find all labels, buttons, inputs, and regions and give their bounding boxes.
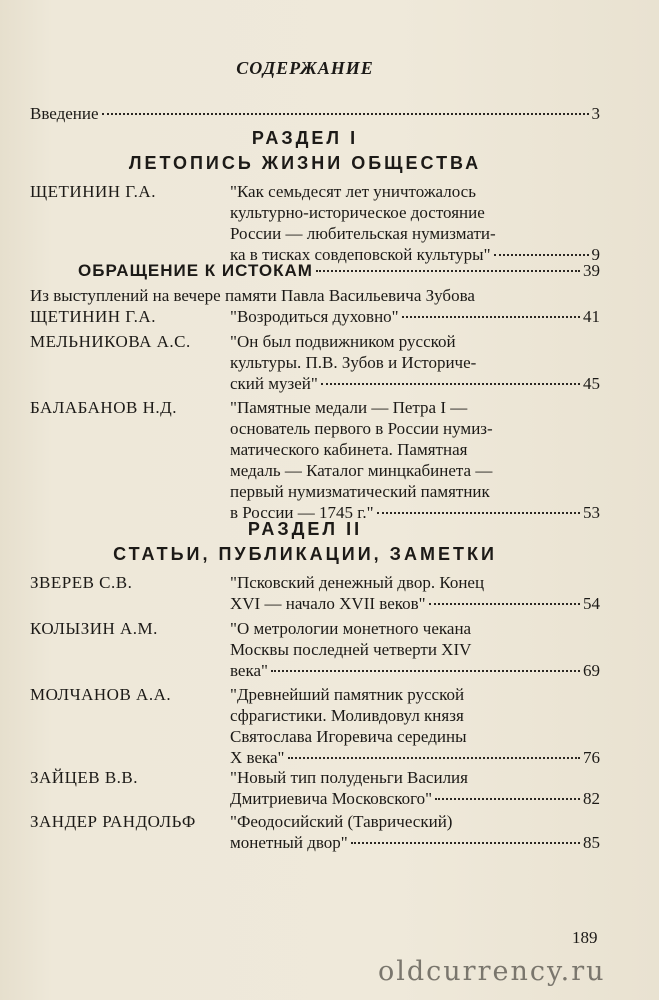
entry-title-line: сфрагистики. Моливдовул князя (230, 706, 464, 725)
toc-entry-intro (30, 103, 600, 124)
entry-author: БАЛАБАНОВ Н.Д. (30, 398, 177, 417)
toc-entry-1 (230, 181, 600, 265)
dot-leader (288, 757, 581, 759)
entry-page: 85 (583, 833, 600, 852)
dot-leader (321, 383, 580, 385)
entry-title-line: "Возродиться духовно" (230, 307, 399, 326)
toc-entry-7 (230, 684, 600, 768)
entry-author: МОЛЧАНОВ А.А. (30, 685, 172, 704)
entry-page: 53 (583, 503, 600, 522)
toc-entry-9 (230, 811, 600, 853)
toc-entry-appeal (78, 260, 600, 281)
speeches-subheading: Из выступлений на вечере памяти Павла Васильевича Зубова (30, 286, 475, 305)
entry-title-line: культурно-историческое достояние (230, 203, 485, 222)
entry-page: 9 (591, 245, 600, 264)
contents-heading: СОДЕРЖАНИЕ (236, 58, 374, 78)
entry-page: 54 (583, 594, 600, 613)
entry-author: ЗАНДЕР РАНДОЛЬФ (30, 812, 196, 831)
entry-title-line: медаль — Каталог минцкабинета — (230, 461, 493, 480)
entry-title-line: Святослава Игоревича середины (230, 727, 467, 746)
entry-author: ЩЕТИНИН Г.А. (30, 307, 156, 326)
dot-leader (351, 842, 580, 844)
entry-title-line: культуры. П.В. Зубов и Историче- (230, 353, 477, 372)
entry-title-line: X века" (230, 748, 285, 767)
entry-title-line: "О метрологии монетного чекана (230, 619, 472, 638)
dot-leader (377, 512, 580, 514)
section-1-label: РАЗДЕЛ I (251, 128, 359, 148)
entry-author: ЗВЕРЕВ С.В. (30, 573, 133, 592)
entry-title-line: "Псковский денежный двор. Конец (230, 573, 485, 592)
toc-entry-8 (230, 767, 600, 809)
entry-page: 41 (583, 307, 600, 326)
entry-author: МЕЛЬНИКОВА А.С. (30, 332, 191, 351)
entry-title-line: "Памятные медали — Петра I — (230, 398, 468, 417)
entry-page: 69 (583, 661, 600, 680)
watermark: oldcurrency.ru (378, 956, 606, 987)
entry-title-line: в России — 1745 г." (230, 503, 374, 522)
entry-title-line: ский музей" (230, 374, 318, 393)
entry-title-line: Москвы последней четверти XIV (230, 640, 472, 659)
entry-title-line: Дмитриевича Московского" (230, 789, 433, 808)
entry-title: Введение (30, 104, 99, 123)
entry-title-line: "Древнейший памятник русской (230, 685, 465, 704)
entry-title-line: ка в тисках совдеповской культуры" (230, 245, 491, 264)
dot-leader (435, 798, 580, 800)
entry-title-line: монетный двор" (230, 833, 348, 852)
entry-author: КОЛЫЗИН А.М. (30, 619, 158, 638)
section-1-title: ЛЕТОПИСЬ ЖИЗНИ ОБЩЕСТВА (128, 153, 482, 173)
section-2-title: СТАТЬИ, ПУБЛИКАЦИИ, ЗАМЕТКИ (113, 544, 497, 564)
entry-author: ЩЕТИНИН Г.А. (30, 182, 156, 201)
entry-page: 82 (583, 789, 600, 808)
entry-page: 45 (583, 374, 600, 393)
toc-entry-2 (230, 306, 600, 327)
toc-entry-4 (230, 397, 600, 523)
toc-entry-6 (230, 618, 600, 681)
entry-title-line: первый нумизматический памятник (230, 482, 490, 501)
entry-page: 3 (591, 104, 600, 123)
entry-title-line: основатель первого в России нумиз- (230, 419, 493, 438)
dot-leader (102, 113, 589, 115)
toc-entry-3 (230, 331, 600, 394)
entry-title-line: "Как семьдесят лет уничтожалось (230, 182, 476, 201)
entry-title-line: XVI — начало XVII веков" (230, 594, 426, 613)
entry-title-line: века" (230, 661, 268, 680)
dot-leader (402, 316, 580, 318)
entry-title-line: России — любительская нумизмати- (230, 224, 496, 243)
entry-title: ОБРАЩЕНИЕ К ИСТОКАМ (78, 261, 313, 280)
page-number: 189 (572, 928, 598, 947)
entry-title-line: "Феодосийский (Таврический) (230, 812, 453, 831)
dot-leader (494, 254, 589, 256)
entry-title-line: "Он был подвижником русской (230, 332, 456, 351)
toc-entry-5 (230, 572, 600, 614)
dot-leader (429, 603, 580, 605)
entry-page: 39 (583, 261, 600, 280)
entry-title-line: "Новый тип полуденьги Василия (230, 768, 468, 787)
entry-page: 76 (583, 748, 600, 767)
dot-leader (316, 270, 580, 272)
entry-author: ЗАЙЦЕВ В.В. (30, 768, 138, 787)
dot-leader (271, 670, 580, 672)
entry-title-line: матического кабинета. Памятная (230, 440, 468, 459)
section-2-label: РАЗДЕЛ II (247, 519, 363, 539)
